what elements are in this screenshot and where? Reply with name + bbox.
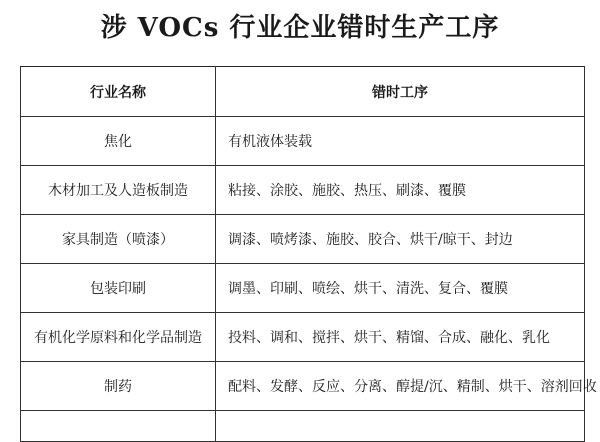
processes-cell: 粘接、涂胶、施胶、热压、刷漆、覆膜: [216, 166, 585, 215]
processes-cell: 有机液体装载: [216, 117, 585, 166]
table-row: [21, 215, 585, 264]
industry-cell: 有机化学原料和化学品制造: [21, 313, 216, 362]
document-title: 涉 VOCs 行业企业错时生产工序: [100, 13, 500, 43]
table-row: [21, 117, 585, 166]
industry-cell-empty: [21, 411, 216, 442]
staggered-production-table: [20, 66, 597, 442]
processes-cell: 调墨、印刷、喷绘、烘干、清洗、复合、覆膜: [216, 264, 585, 313]
table-row: [21, 264, 585, 313]
processes-cell: 配料、发酵、反应、分离、醇提/沉、精制、烘干、溶剂回收: [216, 362, 585, 411]
header-industry-name: 行业名称: [21, 67, 216, 117]
industry-cell: 包装印刷: [21, 264, 216, 313]
table-row-partial: [21, 411, 585, 442]
table-row: [21, 313, 585, 362]
header-staggered-processes: 错时工序: [216, 67, 585, 117]
processes-cell: 投料、调和、搅拌、烘干、精馏、合成、融化、乳化: [216, 313, 585, 362]
table-container: [20, 66, 597, 442]
table-header-row: [21, 67, 585, 117]
processes-cell-empty: [216, 411, 585, 442]
processes-cell: 调漆、喷烤漆、施胶、胶合、烘干/晾干、封边: [216, 215, 585, 264]
industry-cell: 木材加工及人造板制造: [21, 166, 216, 215]
table-row: [21, 362, 585, 411]
industry-cell: 焦化: [21, 117, 216, 166]
table-row: [21, 166, 585, 215]
industry-cell: 制药: [21, 362, 216, 411]
industry-cell: 家具制造（喷漆）: [21, 215, 216, 264]
